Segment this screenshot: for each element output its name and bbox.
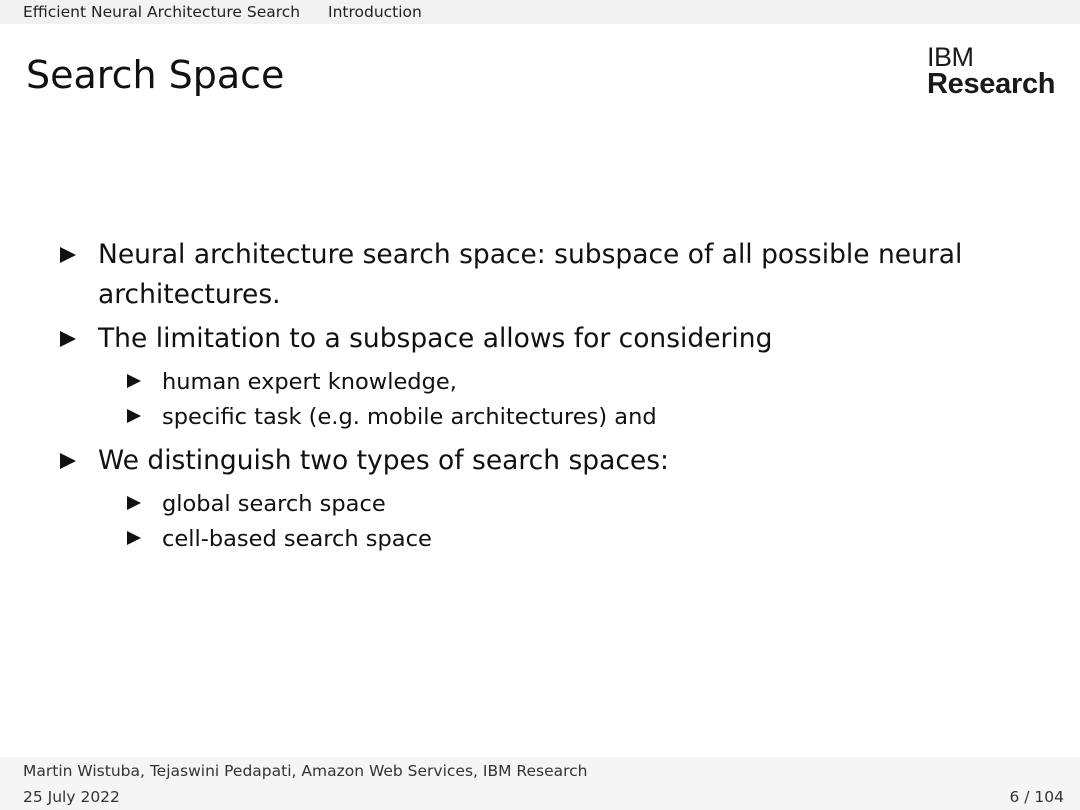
sub-bullet-triangle-icon (127, 409, 141, 423)
bullet-1-line-1: Neural architecture search space: subspace of all possible neural (98, 239, 963, 270)
bullet-2-subitem-1: human expert knowledge, (162, 369, 457, 395)
footer-authors: Martin Wistuba, Tejaswini Pedapati, Amazon Web Services, IBM Research (23, 762, 588, 780)
footer-date: 25 July 2022 (23, 788, 120, 806)
bullet-2-subitem-2: specific task (e.g. mobile architectures) and (162, 404, 657, 430)
bullet-triangle-icon (60, 331, 76, 347)
footer-page-number: 6 / 104 (1009, 788, 1064, 806)
bullet-3-subitem-2: cell-based search space (162, 526, 432, 552)
bullet-1-line-2: architectures. (98, 279, 281, 310)
header-section-link[interactable]: Efficient Neural Architecture Search (23, 3, 301, 21)
sub-bullet-triangle-icon (127, 496, 141, 510)
bullet-2-text: The limitation to a subspace allows for considering (98, 323, 773, 354)
slide-title: Search Space (26, 53, 285, 97)
bullet-triangle-icon (60, 453, 76, 469)
sub-bullet-triangle-icon (127, 374, 141, 388)
header-subsection-link[interactable]: Introduction (328, 3, 422, 21)
bullet-3-text: We distinguish two types of search spaces: (98, 445, 669, 476)
bullet-triangle-icon (60, 247, 76, 263)
bullet-3-subitem-1: global search space (162, 491, 386, 517)
logo-line-ibm: IBM (927, 42, 974, 72)
slide-footer (0, 757, 1080, 810)
sub-bullet-triangle-icon (127, 531, 141, 545)
logo-line-research: Research (927, 68, 1056, 100)
